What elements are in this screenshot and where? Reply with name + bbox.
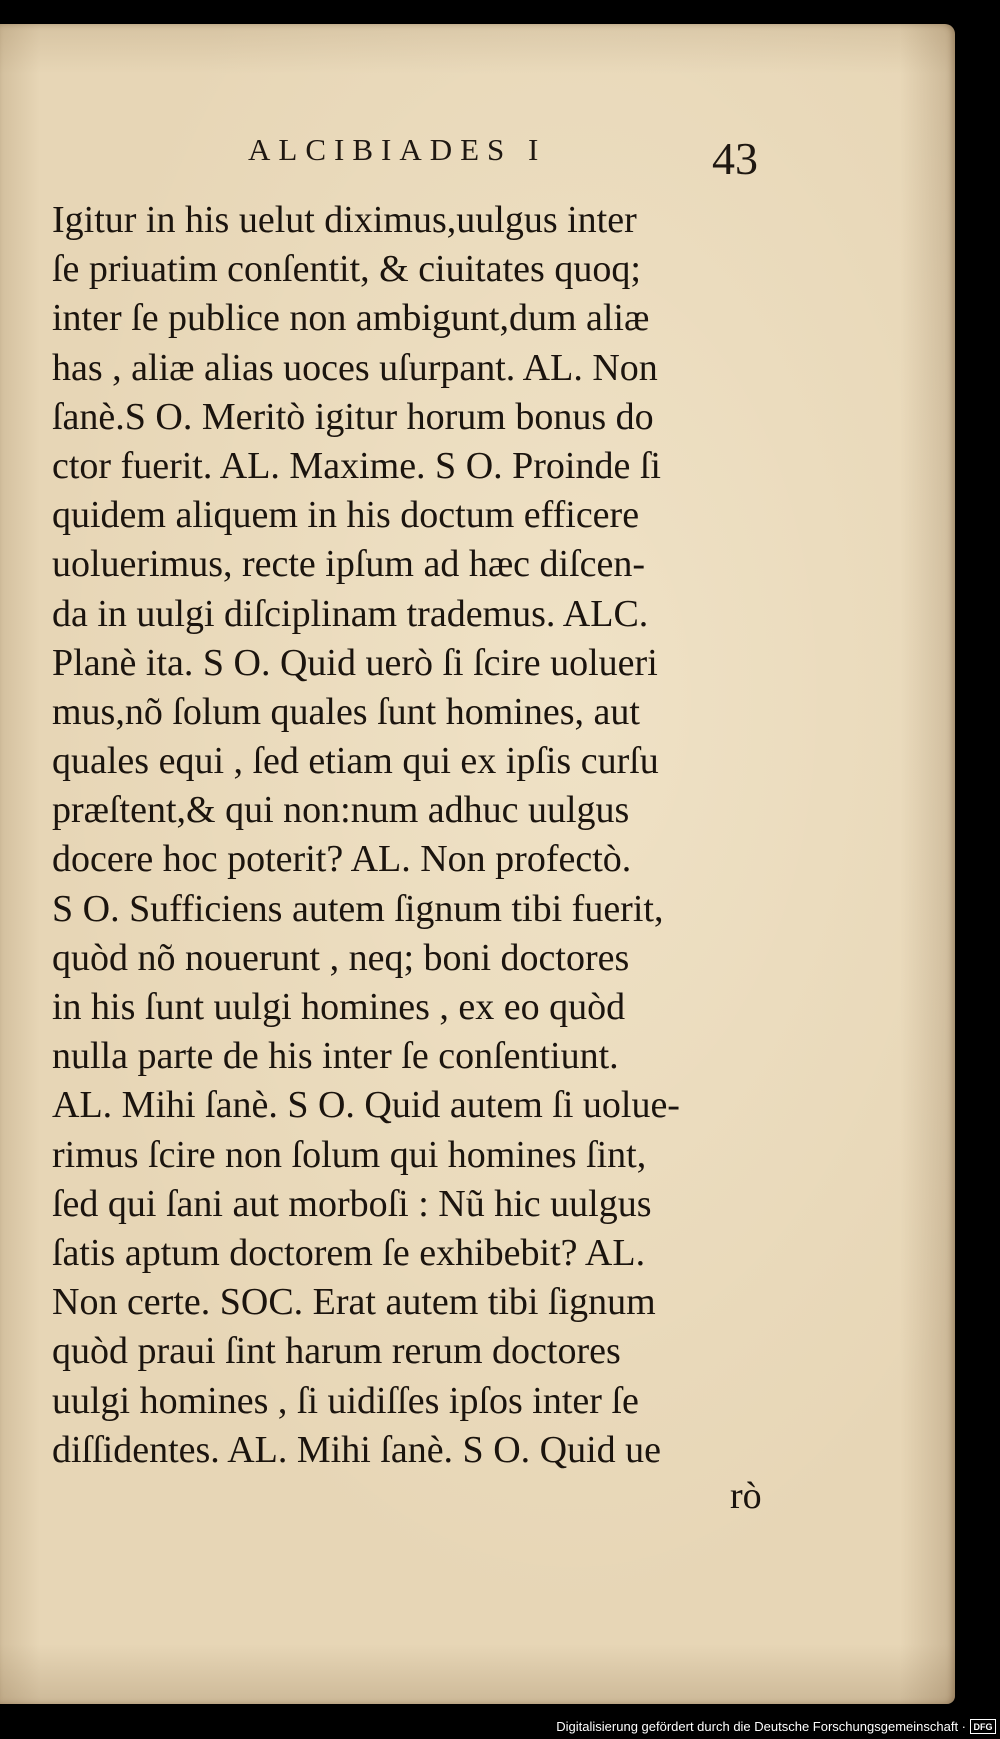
text-line: præſtent,& qui non:num adhuc uulgus <box>52 789 630 832</box>
text-line: quòd praui ſint harum rerum doctores <box>52 1330 621 1373</box>
text-line: quidem aliquem in his doctum efficere <box>52 494 640 537</box>
text-line: S O. Sufficiens autem ſignum tibi fuerit, <box>52 887 664 930</box>
body-text <box>52 196 787 1475</box>
text-line: in his ſunt uulgi homines , ex eo quòd <box>52 986 626 1028</box>
funding-credit: Digitalisierung gefördert durch die Deutsche Forschungsgemeinschaft · <box>556 1719 966 1734</box>
text-line: quales equi , ſed etiam qui ex ipſis curſu <box>52 740 659 783</box>
text-line: rimus ſcire non ſolum qui homines ſint, <box>52 1133 647 1176</box>
book-page <box>0 24 955 1704</box>
dfg-logo-icon: DFG <box>970 1719 996 1734</box>
footer-bar <box>0 1716 1000 1739</box>
text-line: inter ſe publice non ambigunt,dum aliæ <box>52 297 650 340</box>
text-line: mus,nõ ſolum quales ſunt homines, aut <box>52 690 640 733</box>
text-line: ſe priuatim conſentit, & ciuitates quoq; <box>52 248 641 291</box>
text-line: ſanè.S O. Meritò igitur horum bonus do <box>52 395 654 438</box>
text-line: nulla parte de his inter ſe conſentiunt. <box>52 1035 619 1078</box>
text-line: ſatis aptum doctorem ſe exhibebit? AL. <box>52 1231 646 1274</box>
text-line: Planè ita. S O. Quid uerò ſi ſcire uolueri <box>52 641 658 684</box>
text-line: has , aliæ alias uoces uſurpant. AL. Non <box>52 346 658 389</box>
text-line: uulgi homines , ſi uidiſſes ipſos inter ſe <box>52 1379 639 1422</box>
text-line: da in uulgi diſciplinam trademus. ALC. <box>52 592 649 635</box>
text-line: Non certe. SOC. Erat autem tibi ſignum <box>52 1281 656 1324</box>
text-line: Igitur in his uelut diximus,uulgus inter <box>52 199 637 241</box>
text-line: uoluerimus, recte ipſum ad hæc diſcen- <box>52 543 646 586</box>
text-line: AL. Mihi ſanè. S O. Quid autem ſi uolue- <box>52 1084 680 1127</box>
text-line: diſſidentes. AL. Mihi ſanè. S O. Quid ue <box>52 1428 662 1471</box>
text-line: docere hoc poterit? AL. Non profectò. <box>52 838 632 881</box>
running-head: ALCIBIADES I <box>248 132 547 167</box>
text-line: ctor fuerit. AL. Maxime. S O. Proinde ſi <box>52 444 661 487</box>
page-number: 43 <box>712 133 758 184</box>
text-line: quòd nõ nouerunt , neq; boni doctores <box>52 936 630 979</box>
text-line: ſed qui ſani aut morboſi : Nũ hic uulgus <box>52 1182 652 1225</box>
catchword: rò <box>730 1475 762 1517</box>
